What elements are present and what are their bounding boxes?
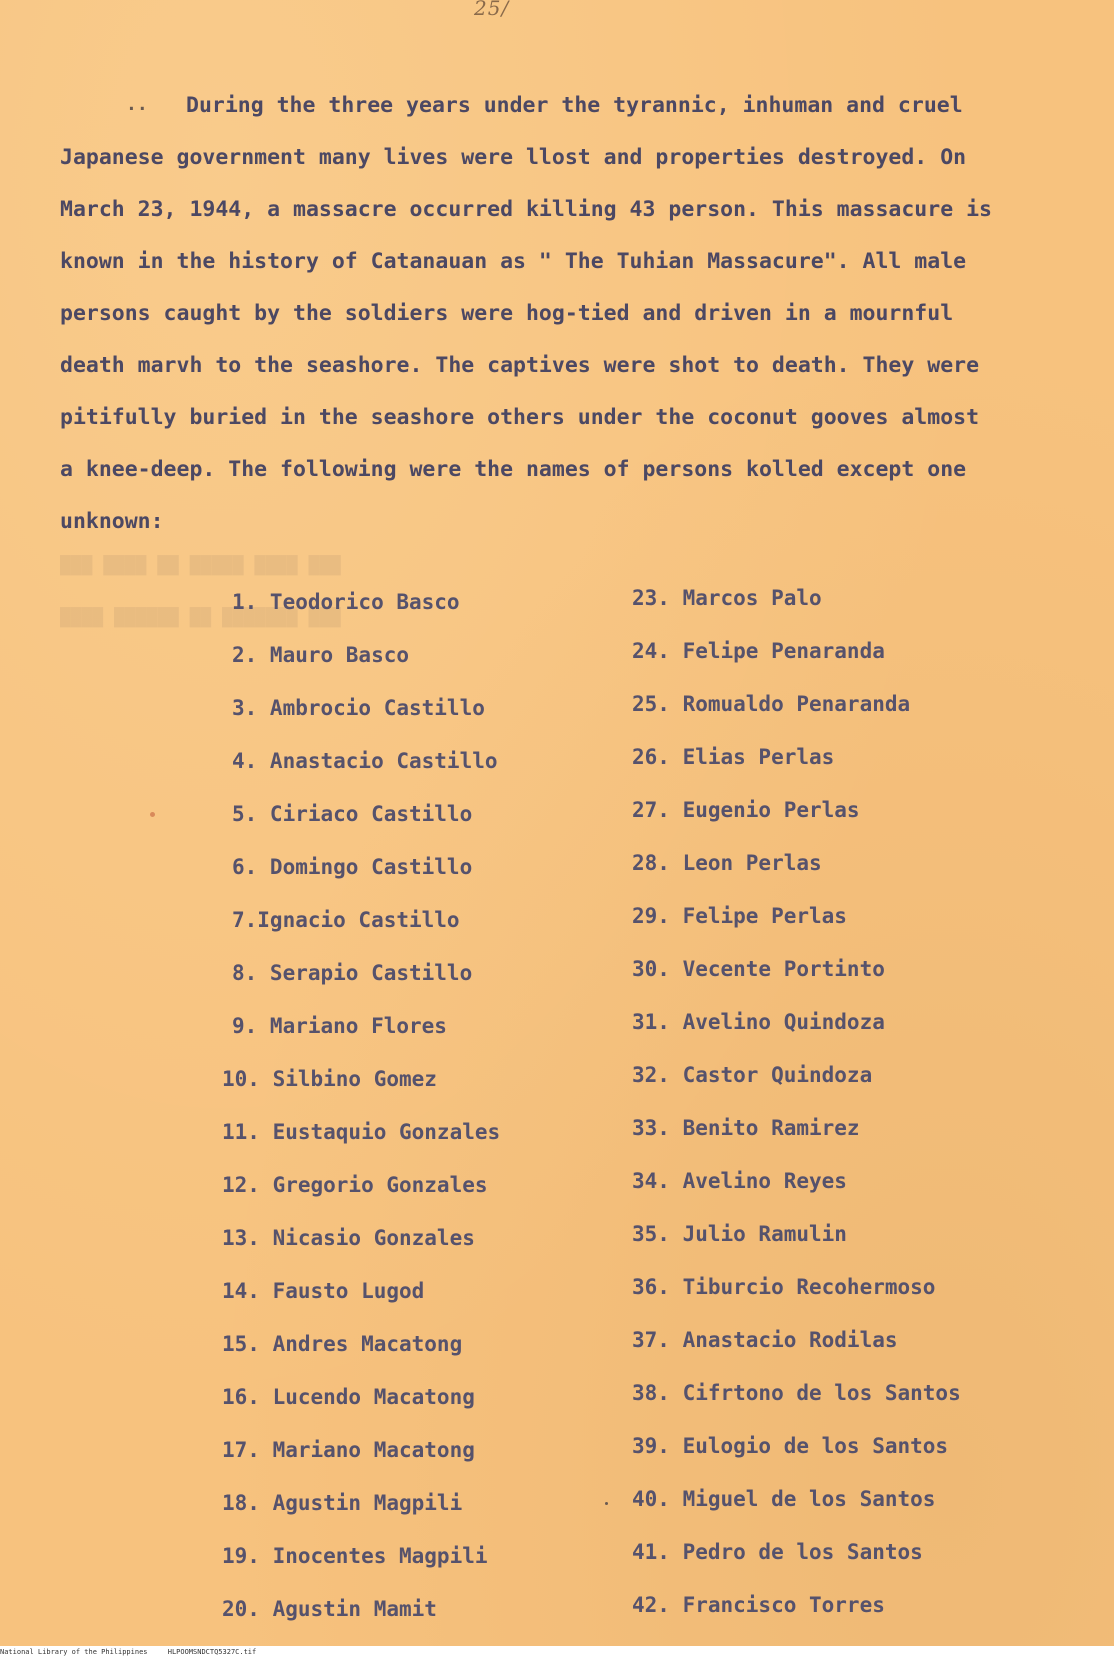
list-item: 42. Francisco Torres <box>632 1593 885 1617</box>
margin-mark: .. <box>126 94 148 115</box>
list-item: 18. Agustin Magpili <box>222 1491 463 1515</box>
list-item: 9. Mariano Flores <box>232 1014 447 1038</box>
list-item: 23. Marcos Palo <box>632 586 822 610</box>
list-item: 37. Anastacio Rodilas <box>632 1328 898 1352</box>
ink-speck <box>605 1502 608 1505</box>
list-item: 2. Mauro Basco <box>232 643 410 667</box>
list-item: 29. Felipe Perlas <box>632 904 847 928</box>
list-item: 26. Elias Perlas <box>632 745 835 769</box>
paragraph-line: known in the history of Catanauan as " The Tuhian Massacure". All male <box>60 249 967 274</box>
list-item: 10. Silbino Gomez <box>222 1067 437 1091</box>
list-item: 8. Serapio Castillo <box>232 961 473 985</box>
scan-filename: HLPOOMSNDCTQ5327C.tif <box>167 1648 257 1656</box>
list-item: 14. Fausto Lugod <box>222 1279 425 1303</box>
paragraph-line: pitifully buried in the seashore others under the coconut gooves almost <box>60 405 980 430</box>
list-item: 32. Castor Quindoza <box>632 1063 873 1087</box>
list-item: 7.Ignacio Castillo <box>232 908 460 932</box>
list-item: 5. Ciriaco Castillo <box>232 802 473 826</box>
page-number: 25/ <box>474 0 510 20</box>
list-item: 12. Gregorio Gonzales <box>222 1173 488 1197</box>
paragraph-line: Japanese government many lives were llost and properties destroyed. On <box>60 145 967 170</box>
ink-speck <box>150 812 155 817</box>
paragraph-line: During the three years under the tyrannic, inhuman and cruel <box>186 93 963 118</box>
list-item: 38. Cifrtono de los Santos <box>632 1381 961 1405</box>
paragraph-line: March 23, 1944, a massacre occurred killing 43 person. This massacure is <box>60 197 992 222</box>
list-item: 3. Ambrocio Castillo <box>232 696 485 720</box>
list-item: 35. Julio Ramulin <box>632 1222 847 1246</box>
list-item: 24. Felipe Penaranda <box>632 639 885 663</box>
list-item: 17. Mariano Macatong <box>222 1438 475 1462</box>
library-credit: National Library of the Philippines <box>0 1648 148 1656</box>
list-item: 33. Benito Ramirez <box>632 1116 860 1140</box>
list-item: 11. Eustaquio Gonzales <box>222 1120 501 1144</box>
list-item: 4. Anastacio Castillo <box>232 749 498 773</box>
list-item: 41. Pedro de los Santos <box>632 1540 923 1564</box>
list-item: 16. Lucendo Macatong <box>222 1385 475 1409</box>
list-item: 15. Andres Macatong <box>222 1332 463 1356</box>
paragraph-line: unknown: <box>60 509 164 534</box>
scan-footer <box>0 1646 1114 1658</box>
list-item: 1. Teodorico Basco <box>232 590 460 614</box>
list-item: 6. Domingo Castillo <box>232 855 473 879</box>
list-item: 36. Tiburcio Recohermoso <box>632 1275 936 1299</box>
list-item: 31. Avelino Quindoza <box>632 1010 885 1034</box>
list-item: 20. Agustin Mamit <box>222 1597 437 1621</box>
list-item: 28. Leon Perlas <box>632 851 822 875</box>
list-item: 13. Nicasio Gonzales <box>222 1226 475 1250</box>
list-item: 40. Miguel de los Santos <box>632 1487 936 1511</box>
list-item: 19. Inocentes Magpili <box>222 1544 488 1568</box>
paragraph-line: death marvh to the seashore. The captives were shot to death. They were <box>60 353 980 378</box>
bleed-through-texture: ███ ████ ██ █████ ████ ███ ████ ██████ ██ ███████ ███ <box>60 556 341 628</box>
list-item: 25. Romualdo Penaranda <box>632 692 911 716</box>
list-item: 39. Eulogio de los Santos <box>632 1434 949 1458</box>
list-item: 27. Eugenio Perlas <box>632 798 860 822</box>
paragraph-line: persons caught by the soldiers were hog-tied and driven in a mournful <box>60 301 954 326</box>
paragraph-line: a knee-deep. The following were the names of persons kolled except one <box>60 457 967 482</box>
list-item: 30. Vecente Portinto <box>632 957 885 981</box>
list-item: 34. Avelino Reyes <box>632 1169 847 1193</box>
